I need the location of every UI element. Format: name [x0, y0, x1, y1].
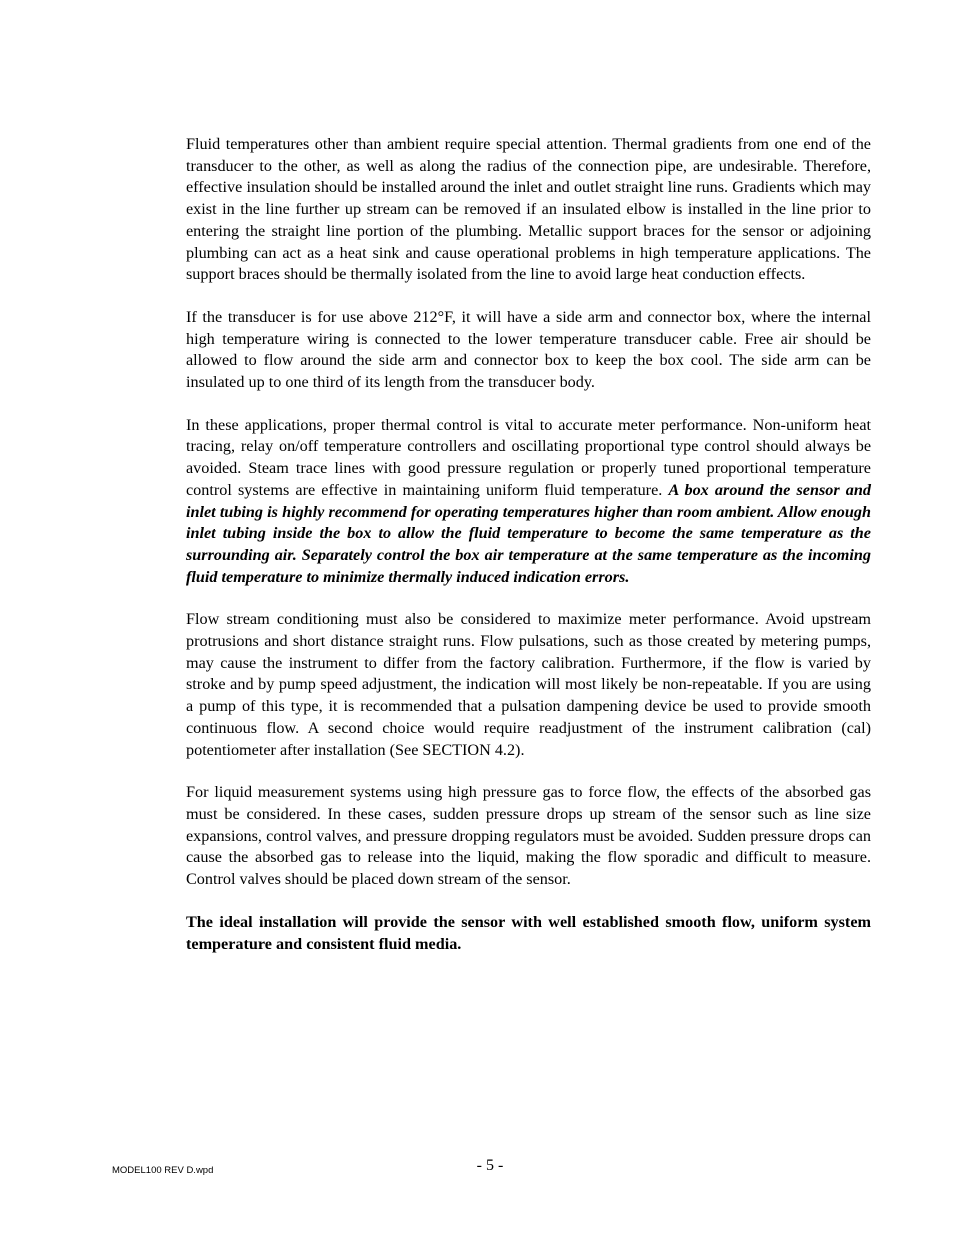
paragraph-text: Fluid temperatures other than ambient require special attention. Thermal gradients from one end of the transducer to the other, as well as along the radius of the connection pipe, are undesirable. Therefore, effective insulation should be installed around the inlet and outlet straight line runs. Gradients which may exist in the line further up stream can be removed if an insulated elbow is installed in the line prior to entering the straight line portion of the plumbing. Metallic support braces for the sensor or adjoining plumbing can act as a heat sink and cause operational problems in high temperature applications. The support braces should be thermally isolated from the line to avoid large heat conduction effects.	[186, 135, 871, 284]
paragraph-emphasis: A box around the sensor and inlet tubing is highly recommend for operating temperatures higher than room ambient. Allow enough inlet tubing inside the box to allow the fluid temperature to become the same temperature as the surrounding air. Separately control the box air temperature at the same temperature as the incoming fluid temperature to minimize thermally induced indication errors.	[186, 480, 871, 586]
paragraph-conclusion	[186, 912, 871, 955]
paragraph-text: Flow stream conditioning must also be considered to maximize meter performance. Avoid upstream protrusions and short distance straight runs. Flow pulsations, such as those created by metering pumps, may cause the instrument to differ from the factory calibration. Furthermore, if the flow is varied by stroke and by pump speed adjustment, the indication will most likely be non-repeatable. If you are using a pump of this type, it is recommended that a pulsation dampening device be used to provide smooth continuous flow. A second choice would require readjustment of the instrument calibration (cal) potentiometer after installation (See SECTION 4.2).	[186, 610, 871, 759]
paragraph-thermal-gradients	[186, 134, 871, 286]
paragraph-thermal-control	[186, 415, 871, 589]
paragraph-text: For liquid measurement systems using high pressure gas to force flow, the effects of the absorbed gas must be considered. In these cases, sudden pressure drops up stream of the sensor such as line size expansions, control valves, and pressure dropping regulators must be avoided. Sudden pressure drops can cause the absorbed gas to release into the liquid, making the flow sporadic and difficult to measure. Control valves should be placed down stream of the sensor.	[186, 783, 871, 889]
paragraph-side-arm	[186, 307, 871, 394]
conclusion-text: The ideal installation will provide the sensor with well established smooth flow, uniform system temperature and consistent fluid media.	[186, 912, 871, 953]
paragraph-text: If the transducer is for use above 212°F, it will have a side arm and connector box, where the internal high temperature wiring is connected to the lower temperature transducer cable. Free air should be allowed to flow around the side arm and connector box to keep the box cool. The side arm can be insulated up to one third of its length from the transducer body.	[186, 307, 871, 392]
paragraph-flow-conditioning	[186, 609, 871, 761]
paragraph-absorbed-gas	[186, 782, 871, 891]
paragraph-text: In these applications, proper thermal control is vital to accurate meter performance. Non-uniform heat tracing, relay on/off temperature controllers and oscillating proportional type control should always be avoided. Steam trace lines with good pressure regulation or properly tuned proportional temperature control systems are effective in maintaining uniform fluid temperature.	[186, 415, 871, 499]
footer-filename: MODEL100 REV D.wpd	[112, 1165, 214, 1176]
footer-page-number: - 5 -	[476, 1157, 504, 1174]
document-body	[186, 134, 871, 976]
